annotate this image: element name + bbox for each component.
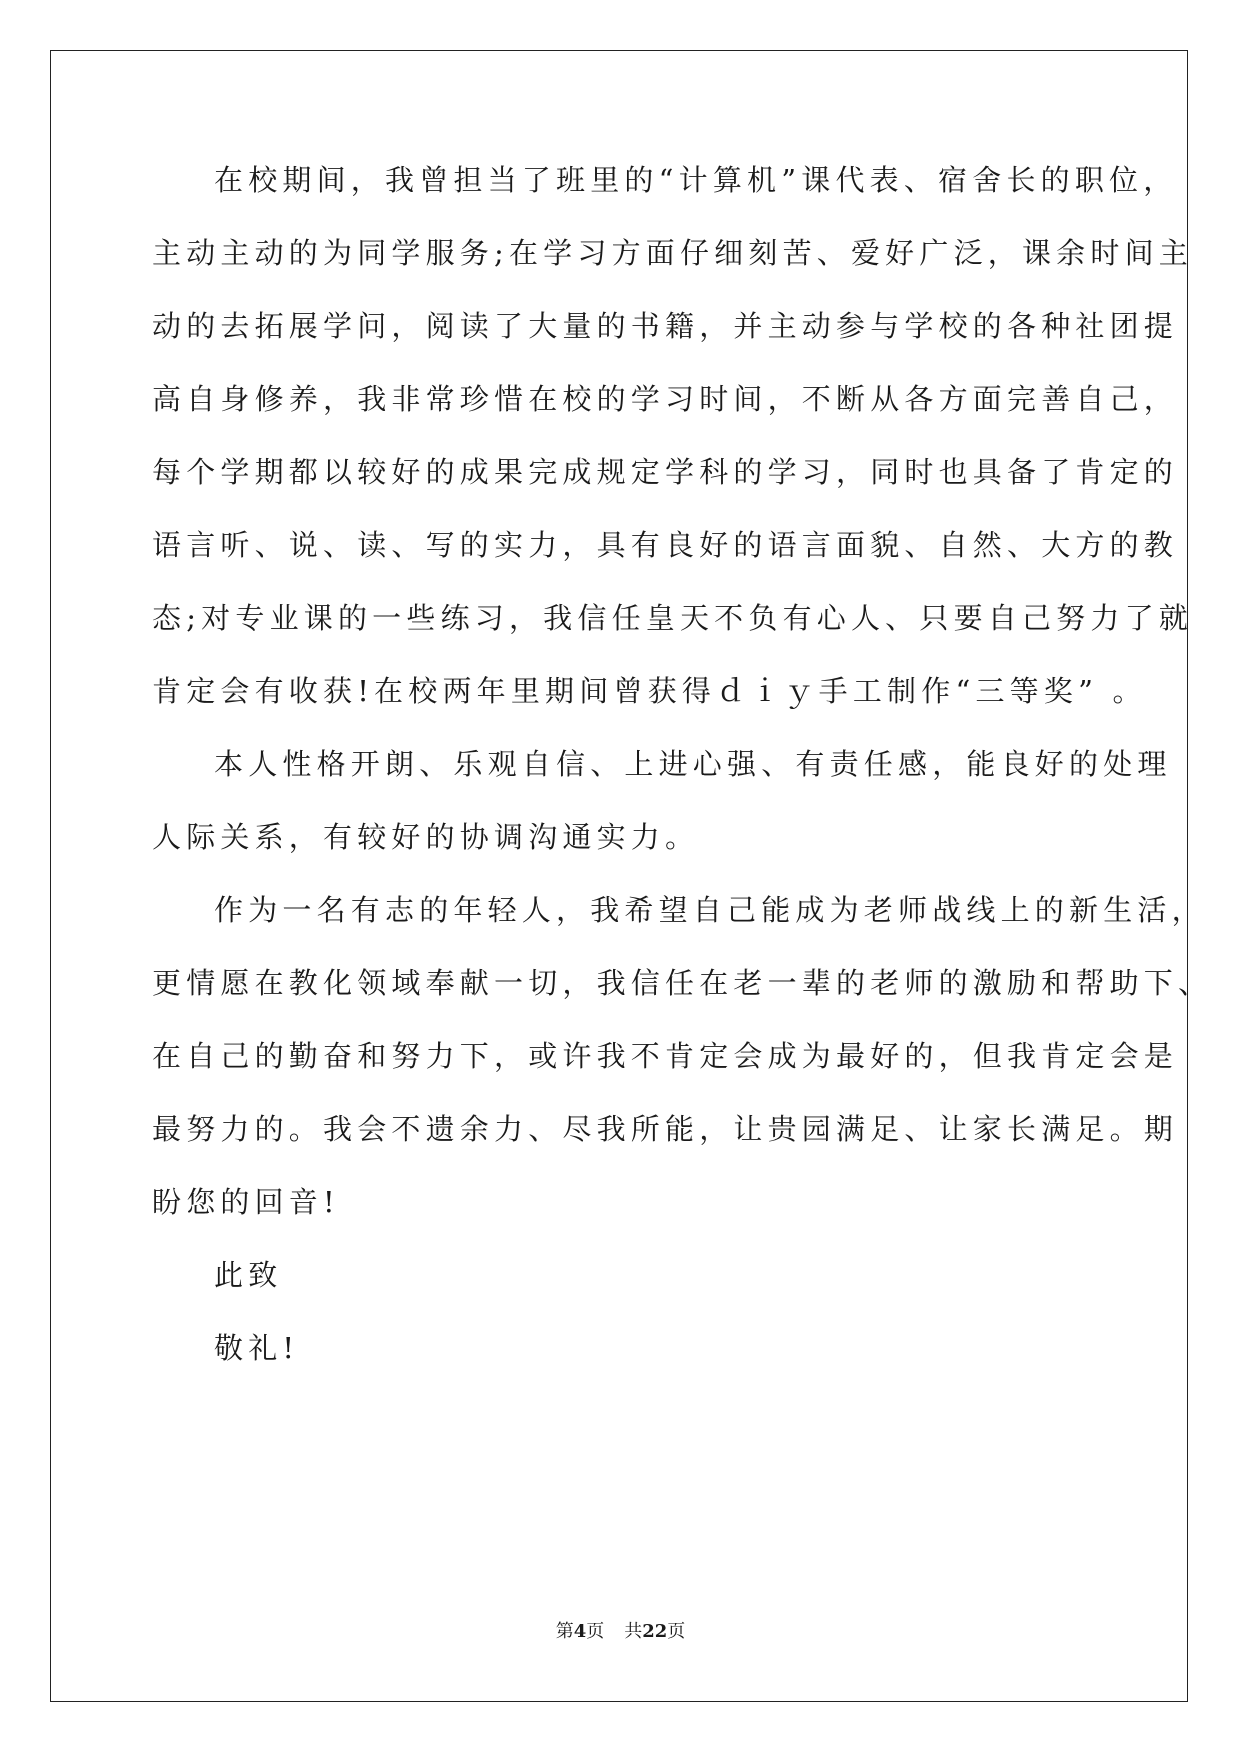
- text-line: 肯定会有收获!在校两年里期间曾获得ｄｉｙ手工制作“三等奖” 。: [152, 674, 1147, 708]
- closing-salutation: 此致: [214, 1258, 283, 1292]
- closing-regards: 敬礼!: [214, 1331, 300, 1365]
- footer-prefix: 第: [555, 1621, 574, 1642]
- text-line: 最努力的。我会不遗余力、尽我所能，让贵园满足、让家长满足。期: [152, 1112, 1179, 1146]
- page-footer: [0, 1620, 1241, 1644]
- footer-page-suffix: 页: [586, 1621, 605, 1642]
- page-border: [50, 50, 1188, 1702]
- text-line: 语言听、说、读、写的实力，具有良好的语言面貌、自然、大方的教: [152, 528, 1179, 562]
- text-line: 在自己的勤奋和努力下，或许我不肯定会成为最好的，但我肯定会是: [152, 1039, 1179, 1073]
- text-line: 盼您的回音!: [152, 1185, 340, 1219]
- footer-total-suffix: 页: [667, 1621, 686, 1642]
- footer-total-prefix: 共: [624, 1621, 643, 1642]
- text-line: 作为一名有志的年轻人，我希望自己能成为老师战线上的新生活，: [214, 893, 1206, 927]
- text-line: 更情愿在教化领域奉献一切，我信任在老一辈的老师的激励和帮助下、: [152, 966, 1213, 1000]
- page-number: 4: [573, 1621, 587, 1642]
- text-line: 高自身修养，我非常珍惜在校的学习时间，不断从各方面完善自己，: [152, 382, 1179, 416]
- text-line: 本人性格开朗、乐观自信、上进心强、有责任感，能良好的处理: [214, 747, 1172, 781]
- text-line: 主动主动的为同学服务;在学习方面仔细刻苦、爱好广泛，课余时间主: [152, 236, 1193, 270]
- text-line: 人际关系，有较好的协调沟通实力。: [152, 820, 700, 854]
- total-pages: 22: [642, 1621, 668, 1642]
- text-line: 态;对专业课的一些练习，我信任皇天不负有心人、只要自己努力了就: [152, 601, 1193, 635]
- text-line: 在校期间，我曾担当了班里的“计算机”课代表、宿舍长的职位，: [214, 163, 1178, 197]
- text-line: 每个学期都以较好的成果完成规定学科的学习，同时也具备了肯定的: [152, 455, 1179, 489]
- text-line: 动的去拓展学问，阅读了大量的书籍，并主动参与学校的各种社团提: [152, 309, 1179, 343]
